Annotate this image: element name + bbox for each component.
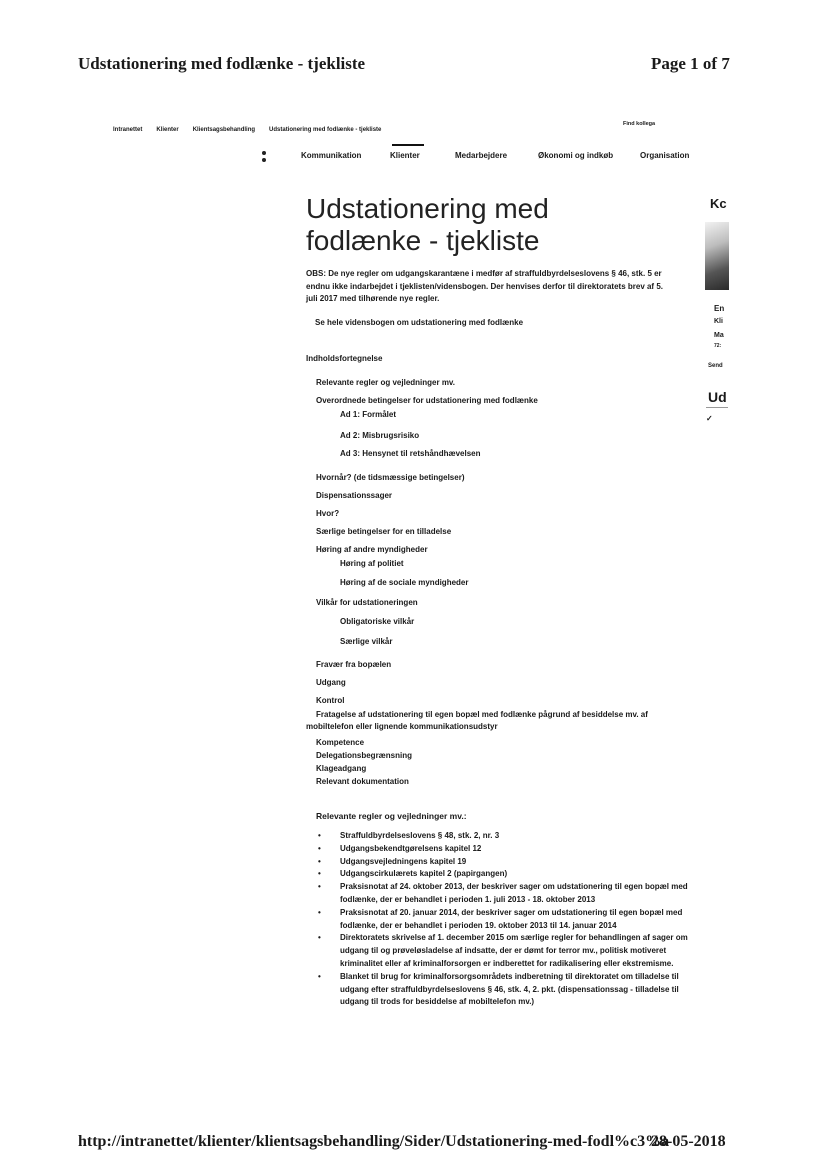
toc-link[interactable]: Ad 3: Hensynet til retshåndhævelsen: [340, 449, 481, 458]
toc-link[interactable]: Ad 1: Formålet: [340, 410, 397, 419]
contact-line: En: [714, 304, 725, 313]
send-link[interactable]: Send: [708, 363, 723, 369]
breadcrumb-item-current: Udstationering med fodlænke - tjekliste: [269, 127, 382, 133]
toc-link[interactable]: Vilkår for udstationeringen: [316, 598, 418, 607]
obs-notice: OBS: De nye regler om udgangskarantæne i medfør af straffuldbyrdelseslovens § 46, stk. 5 er endnu ikke indarbejdet i tjeklisten/vidensbogen. Der henvises derfor til direktoratets brev af 5. juli 2017 med tilhørende nye regler.: [306, 269, 663, 303]
list-item[interactable]: • Praksisnotat af 24. oktober 2013, der beskriver sager om udstationering til egen bopæl med fodlænke, der er behandlet i perioden 1. juli 2013 - 18. oktober 2013: [318, 881, 688, 907]
divider: [706, 407, 728, 408]
toc-link[interactable]: Høring af andre myndigheder: [316, 545, 428, 554]
contact-line: Kli: [714, 318, 723, 325]
related-heading: Ud: [708, 389, 727, 405]
toc-link[interactable]: Høring af politiet: [340, 559, 404, 568]
topnav-medarbejdere[interactable]: Medarbejdere: [455, 151, 508, 160]
toc-link[interactable]: Hvornår? (de tidsmæssige betingelser): [316, 473, 465, 482]
toc-link[interactable]: Hvor?: [316, 509, 340, 518]
contact-photo: [705, 222, 729, 290]
toc-link[interactable]: Klageadgang: [316, 764, 367, 773]
print-page-number: Page 1 of 7: [651, 54, 730, 73]
section-heading: Relevante regler og vejledninger mv.:: [316, 811, 467, 821]
toc-link[interactable]: Fratagelse af udstationering til egen bopæl med fodlænke pågrund af besiddelse mv. af mobiltelefon eller lignende kommunikationsudstyr: [306, 710, 648, 731]
print-header-title: Udstationering med fodlænke - tjekliste: [78, 54, 366, 73]
toc-link[interactable]: Obligatoriske vilkår: [340, 617, 415, 626]
toc-link[interactable]: Relevante regler og vejledninger mv.: [316, 378, 456, 387]
list-item[interactable]: • Blanket til brug for kriminalforsorgsområdets indberetning til direktoratet om tilladelse til udgang efter straffuldbyrdelseslovens § 46, stk. 4, 2. pkt. (dispensationssag - tilladelse til udgang til trods for besiddelse af mobiltelefon mv.): [318, 971, 688, 1009]
topnav-organisation[interactable]: Organisation: [640, 151, 690, 160]
toc-heading: Indholdsfortegnelse: [306, 354, 383, 363]
topnav-kommunikation[interactable]: Kommunikation: [301, 151, 362, 160]
breadcrumb: [113, 127, 395, 133]
toc-link[interactable]: Overordnede betingelser for udstationering med fodlænke: [316, 396, 538, 405]
breadcrumb-item-klientsagsbehandling[interactable]: Klientsagsbehandling: [192, 127, 256, 133]
list-item[interactable]: • Straffuldbyrdelseslovens § 48, stk. 2, nr. 3: [318, 830, 688, 843]
page-title: Udstationering med fodlænke - tjekliste: [306, 193, 549, 256]
list-item[interactable]: • Praksisnotat af 20. januar 2014, der beskriver sager om udstationering til egen bopæl med fodlænke, der er behandlet i perioden 19. oktober 2013 til 14. januar 2014: [318, 907, 688, 933]
toc-link[interactable]: Kompetence: [316, 738, 365, 747]
menu-dots-icon[interactable]: [262, 151, 268, 165]
breadcrumb-item-intranet[interactable]: Intranettet: [113, 127, 143, 133]
find-colleague-link[interactable]: Find kollega: [623, 121, 656, 127]
topnav-oekonomi[interactable]: Økonomi og indkøb: [538, 151, 614, 160]
contact-line: 72:: [714, 343, 722, 349]
toc-link[interactable]: Særlige vilkår: [340, 637, 393, 646]
toc-link[interactable]: Høring af de sociale myndigheder: [340, 578, 469, 587]
print-footer-url: http://intranettet/klienter/klientsagsbehandling/Sider/Udstationering-med-fodl%c3%a: [78, 1133, 670, 1150]
knowledge-book-link[interactable]: Se hele vidensbogen om udstationering med fodlænke: [315, 318, 524, 327]
print-footer-date: 28-05-2018: [651, 1133, 726, 1150]
list-item[interactable]: • Udgangsbekendtgørelsens kapitel 12: [318, 843, 688, 856]
toc-link[interactable]: Relevant dokumentation: [316, 777, 409, 786]
toc-link[interactable]: Udgang: [316, 678, 346, 687]
list-item[interactable]: • Udgangscirkulærets kapitel 2 (papirgangen): [318, 868, 688, 881]
topnav-klienter[interactable]: Klienter: [390, 151, 420, 160]
contact-line: Ma: [714, 332, 724, 339]
list-item[interactable]: • Udgangsvejledningens kapitel 19: [318, 856, 688, 869]
toc-link[interactable]: Dispensationssager: [316, 491, 393, 500]
toc-link[interactable]: Delegationsbegrænsning: [316, 751, 413, 760]
toc-link[interactable]: Kontrol: [316, 696, 345, 705]
contact-heading: Kc: [710, 196, 727, 211]
breadcrumb-item-klienter[interactable]: Klienter: [156, 127, 179, 133]
toc-link[interactable]: Særlige betingelser for en tilladelse: [316, 527, 452, 536]
toc-link[interactable]: Fravær fra bopælen: [316, 660, 392, 669]
toc-link[interactable]: Ad 2: Misbrugsrisiko: [340, 431, 420, 440]
chevron-down-icon[interactable]: ✓: [706, 414, 713, 423]
rules-list: [318, 830, 688, 1009]
list-item[interactable]: • Direktoratets skrivelse af 1. december 2015 om særlige regler for behandlingen af sager om udgang til og prøveløsladelse af indsatte, der er dømt for terror mv., politisk motiveret kriminalitet eller af kriminalforsorgen er indberettet for radikalisering eller ekstremisme.: [318, 932, 688, 970]
